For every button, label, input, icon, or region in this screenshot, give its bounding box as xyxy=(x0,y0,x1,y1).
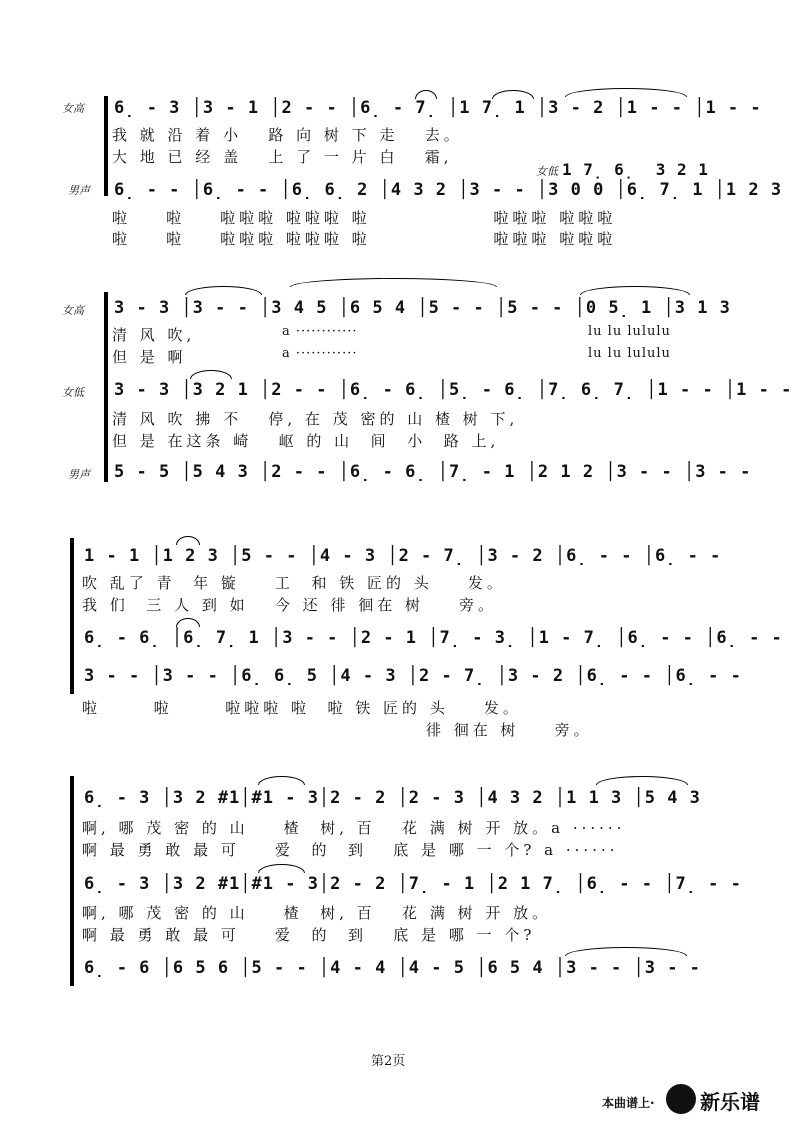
soprano-notes: 1 - 1 │1 2 3 │5 - - │4 - 3 │2 - 7̣ │3 - 2 │6̣ - - │6̣ - - xyxy=(84,546,722,566)
slur xyxy=(492,90,534,99)
part-label-alto: 女低 xyxy=(62,386,84,399)
soprano-lyric-verse2-vocalise: a ············ xyxy=(282,346,358,361)
soprano-notes: 6̣ - 3 │3 - 1 │2 - - │6̣ - 7̣ │1 7̣ 1 │3 - 2 │1 - - │1 - - xyxy=(114,98,762,118)
part-label-soprano: 女高 xyxy=(62,304,84,317)
soprano-lyric-verse1: 我 就 沿 着 小 路 向 树 下 走 去。 xyxy=(112,126,463,144)
tie xyxy=(185,286,262,295)
soprano-lyric-verse1: 清 风 吹, xyxy=(112,326,196,344)
male-notes: 6̣ - 6 │6 5 6 │5 - - │4 - 4 │4 - 5 │6 5 4 │3 - - │3 - - xyxy=(84,958,701,978)
slur xyxy=(290,278,497,287)
male-notes: 5 - 5 │5 4 3 │2 - - │6̣ - 6̣ │7̣ - 1 │2 1 2 │3 - - │3 - - xyxy=(114,462,752,482)
part-label-alto-entry: 女低 xyxy=(536,165,558,178)
soprano-notes: 3 - 3 │3 - - │3 4 5 │6 5 4 │5 - - │5 - - │0 5̣ 1 │3 1 3 xyxy=(114,298,731,318)
male-lyric-verse1: 啦 啦 啦啦啦 啦啦啦 啦 啦啦啦 啦啦啦 xyxy=(112,209,617,227)
slur xyxy=(176,536,200,545)
male-lyric-verse2: 徘 徊在 树 旁。 xyxy=(426,721,593,739)
site-logo: 新乐谱 xyxy=(700,1090,760,1114)
slur xyxy=(596,776,688,785)
soprano-lyric-verse1-vocalise: a ············ xyxy=(282,324,358,339)
male-lyric-verse1: 啦 啦 啦啦啦 啦 啦 铁 匠的 头 发。 xyxy=(82,699,522,717)
alto-entry-notes: 1 7̣ 6̣ 3 2 1 xyxy=(562,160,709,179)
page-number: 第2页 xyxy=(371,1054,406,1069)
soprano-lyric-verse2: 大 地 已 经 盖 上 了 一 片 白 霜, xyxy=(112,148,453,166)
alto-lyric-verse1: 啊, 哪 茂 密 的 山 楂 树, 百 花 满 树 开 放。 xyxy=(82,904,552,922)
system-bracket xyxy=(70,538,74,694)
soprano-lyric-verse1: 吹 乱了 青 年 镟 工 和 铁 匠的 头 发。 xyxy=(82,574,506,592)
footer-credit: 本曲谱上· xyxy=(602,1096,655,1110)
soprano-lyric-verse2-lulu: lu lu lululu xyxy=(588,346,671,361)
alto-lyric-verse2: 但 是 在这条 崎 岖 的 山 间 小 路 上, xyxy=(112,432,500,450)
soprano-lyric-verse2: 但 是 啊 xyxy=(112,348,187,366)
system-bracket xyxy=(104,292,108,482)
slur xyxy=(580,286,690,295)
part-label-soprano: 女高 xyxy=(62,102,84,115)
vinyl-record-icon xyxy=(666,1084,696,1114)
soprano-notes: 6̣ - 3 │3 2 #1│#1 - 3│2 - 2 │2 - 3 │4 3 2 │1 1 3 │5 4 3 xyxy=(84,788,701,808)
alto-notes: 6̣ - 6̣ │6̣ 7̣ 1 │3 - - │2 - 1 │7̣ - 3̣ │1 - 7̣ │6̣ - - │6̣ - - xyxy=(84,628,783,648)
part-label-male: 男声 xyxy=(68,184,90,197)
slur xyxy=(415,90,437,99)
soprano-lyric-verse1-lulu: lu lu lululu xyxy=(588,324,671,339)
male-notes: 6̣ - - │6̣ - - │6̣ 6̣ 2 │4 3 2 │3 - - │3 0 0 │6̣ 7̣ 1 │1 2 3 xyxy=(114,180,783,200)
alto-lyric-verse1: 清 风 吹 拂 不 停, 在 茂 密的 山 楂 树 下, xyxy=(112,410,519,428)
alto-lyric-verse2: 啊 最 勇 敢 最 可 爱 的 到 底 是 哪 一 个? xyxy=(82,926,536,944)
tie xyxy=(565,88,687,97)
slur xyxy=(190,370,232,379)
soprano-lyric-verse2: 我 们 三 人 到 如 今 还 徘 徊在 树 旁。 xyxy=(82,596,498,614)
alto-notes: 6̣ - 3 │3 2 #1│#1 - 3│2 - 2 │7̣ - 1 │2 1 7̣ │6̣ - - │7̣ - - xyxy=(84,874,742,894)
soprano-lyric-verse2: 啊 最 勇 敢 最 可 爱 的 到 底 是 哪 一 个? a ······ xyxy=(82,841,619,859)
soprano-lyric-verse1: 啊, 哪 茂 密 的 山 楂 树, 百 花 满 树 开 放。a ······ xyxy=(82,819,626,837)
system-bracket xyxy=(104,96,108,196)
system-bracket xyxy=(70,776,74,986)
tie xyxy=(565,947,687,956)
part-label-male: 男声 xyxy=(68,468,90,481)
slur xyxy=(176,618,200,627)
male-notes: 3 - - │3 - - │6̣ 6̣ 5 │4 - 3 │2 - 7̣ │3 - 2 │6̣ - - │6̣ - - xyxy=(84,666,742,686)
male-lyric-verse2: 啦 啦 啦啦啦 啦啦啦 啦 啦啦啦 啦啦啦 xyxy=(112,230,617,248)
slur xyxy=(258,864,305,873)
slur xyxy=(258,776,305,785)
alto-notes: 3 - 3 │3 2 1 │2 - - │6̣ - 6̣ │5̣ - 6̣ │7̣ 6̣ 7̣ │1 - - │1 - - xyxy=(114,380,792,400)
